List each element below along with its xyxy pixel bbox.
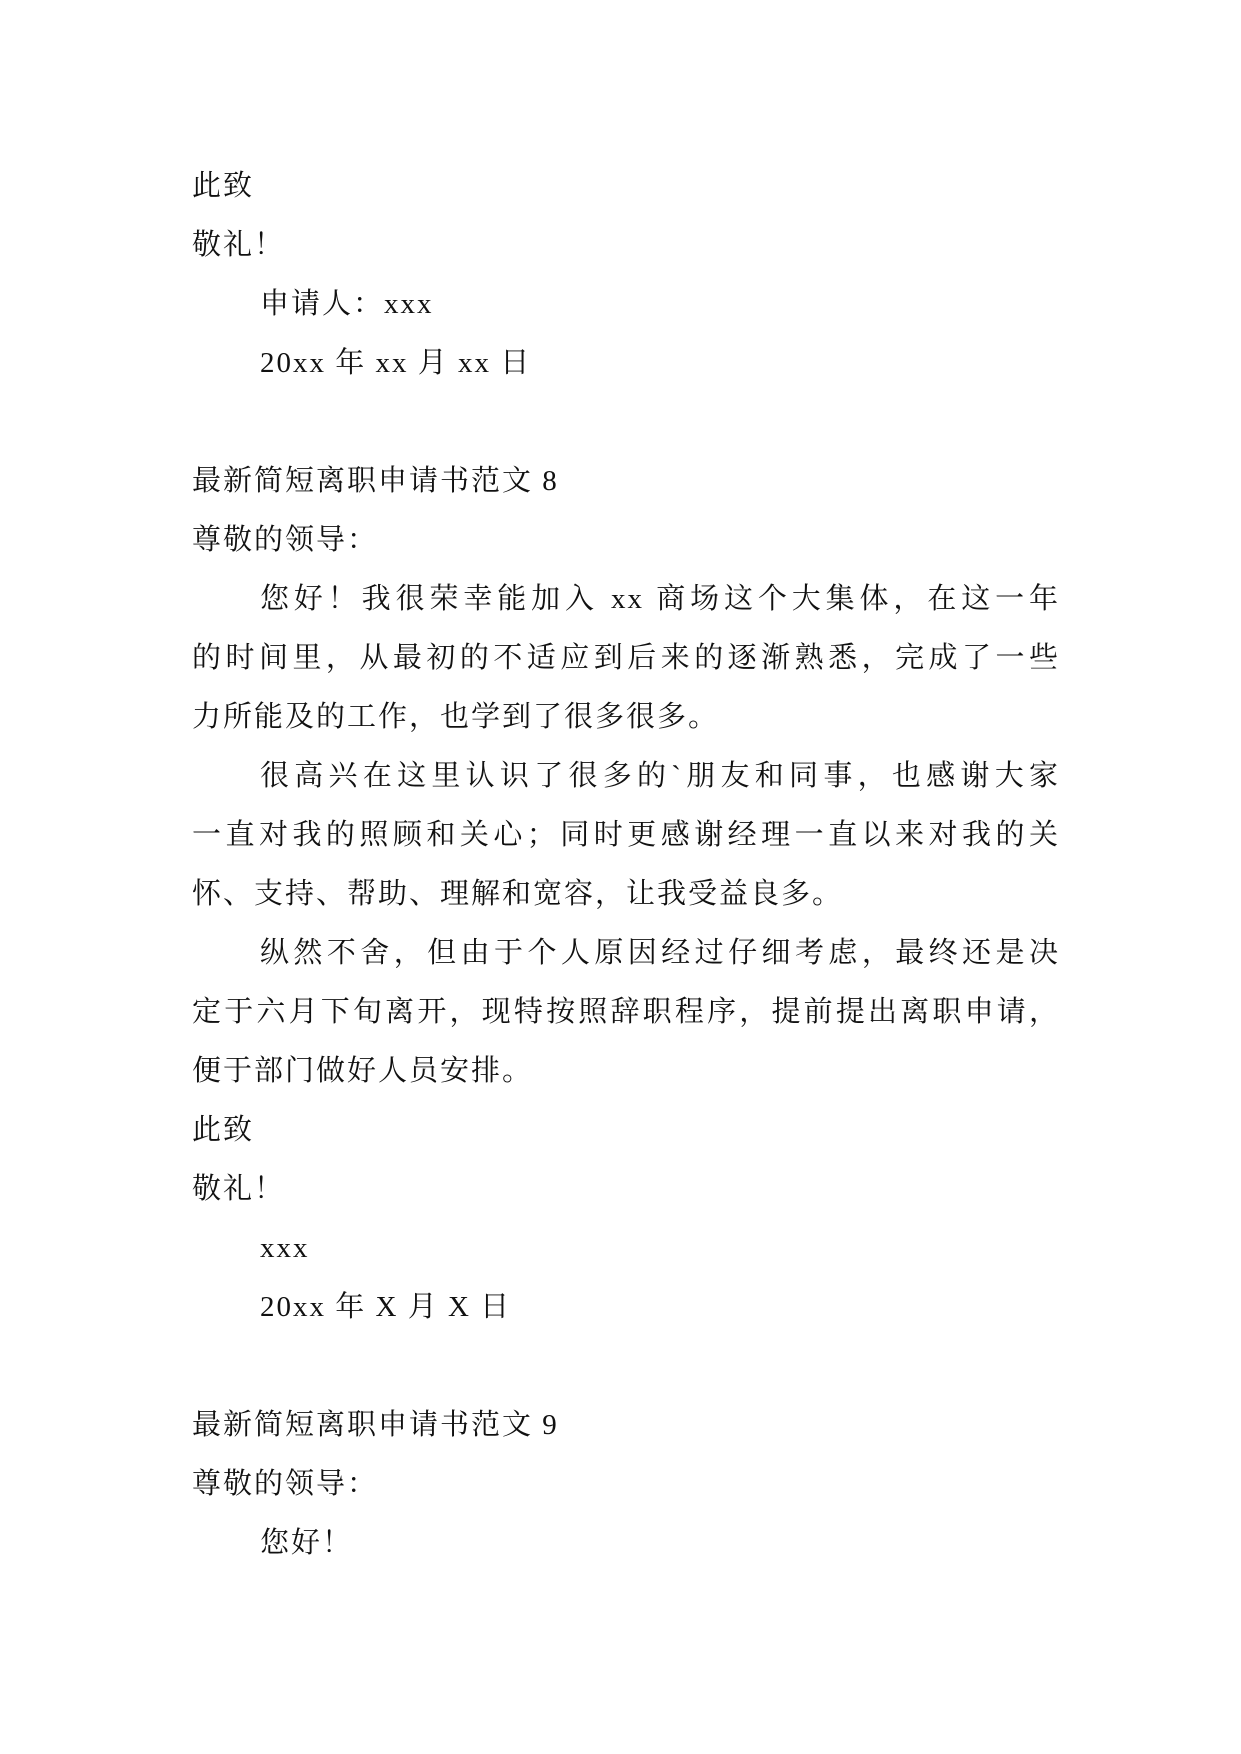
closing-line-cizhi: 此致 xyxy=(192,1114,255,1146)
body-paragraph xyxy=(192,747,1060,924)
paragraph-line: 定于六月下旬离开，现特按照辞职程序，提前提出离职申请， xyxy=(192,996,1060,1028)
letter-greeting: 尊敬的领导： xyxy=(192,1468,379,1500)
paragraph-line: 力所能及的工作，也学到了很多很多。 xyxy=(192,701,720,733)
paragraph-line: 纵然不舍，但由于个人原因经过仔细考虑，最终还是决 xyxy=(260,937,1060,969)
signature-name: xxx xyxy=(260,1232,310,1264)
section-title: 最新简短离职申请书范文 9 xyxy=(192,1409,559,1441)
paragraph-line: 您好！我很荣幸能加入 xx 商场这个大集体，在这一年 xyxy=(260,583,1060,615)
paragraph-line: 很高兴在这里认识了很多的`朋友和同事，也感谢大家 xyxy=(260,760,1060,792)
paragraph-line: 一直对我的照顾和关心；同时更感谢经理一直以来对我的关 xyxy=(192,819,1060,851)
section-title: 最新简短离职申请书范文 8 xyxy=(192,465,559,497)
body-paragraph xyxy=(192,570,1060,747)
closing-line-jingli: 敬礼！ xyxy=(192,229,286,261)
letter-greeting: 尊敬的领导： xyxy=(192,524,379,556)
closing-line-cizhi: 此致 xyxy=(192,170,255,202)
letter-opening: 您好！ xyxy=(260,1527,354,1559)
sample-8-letter xyxy=(192,452,1060,1337)
paragraph-line: 便于部门做好人员安排。 xyxy=(192,1055,534,1087)
applicant-signature: 申请人：xxx xyxy=(260,288,434,320)
signature-date: 20xx 年 xx 月 xx 日 xyxy=(260,347,532,379)
closing-line-jingli: 敬礼！ xyxy=(192,1173,286,1205)
signature-date: 20xx 年 X 月 X 日 xyxy=(260,1291,512,1323)
paragraph-line: 怀、支持、帮助、理解和宽容，让我受益良多。 xyxy=(192,878,844,910)
previous-letter-closing xyxy=(192,157,1060,393)
body-paragraph xyxy=(192,924,1060,1101)
sample-9-letter xyxy=(192,1396,1060,1573)
paragraph-line: 的时间里，从最初的不适应到后来的逐渐熟悉，完成了一些 xyxy=(192,642,1060,674)
